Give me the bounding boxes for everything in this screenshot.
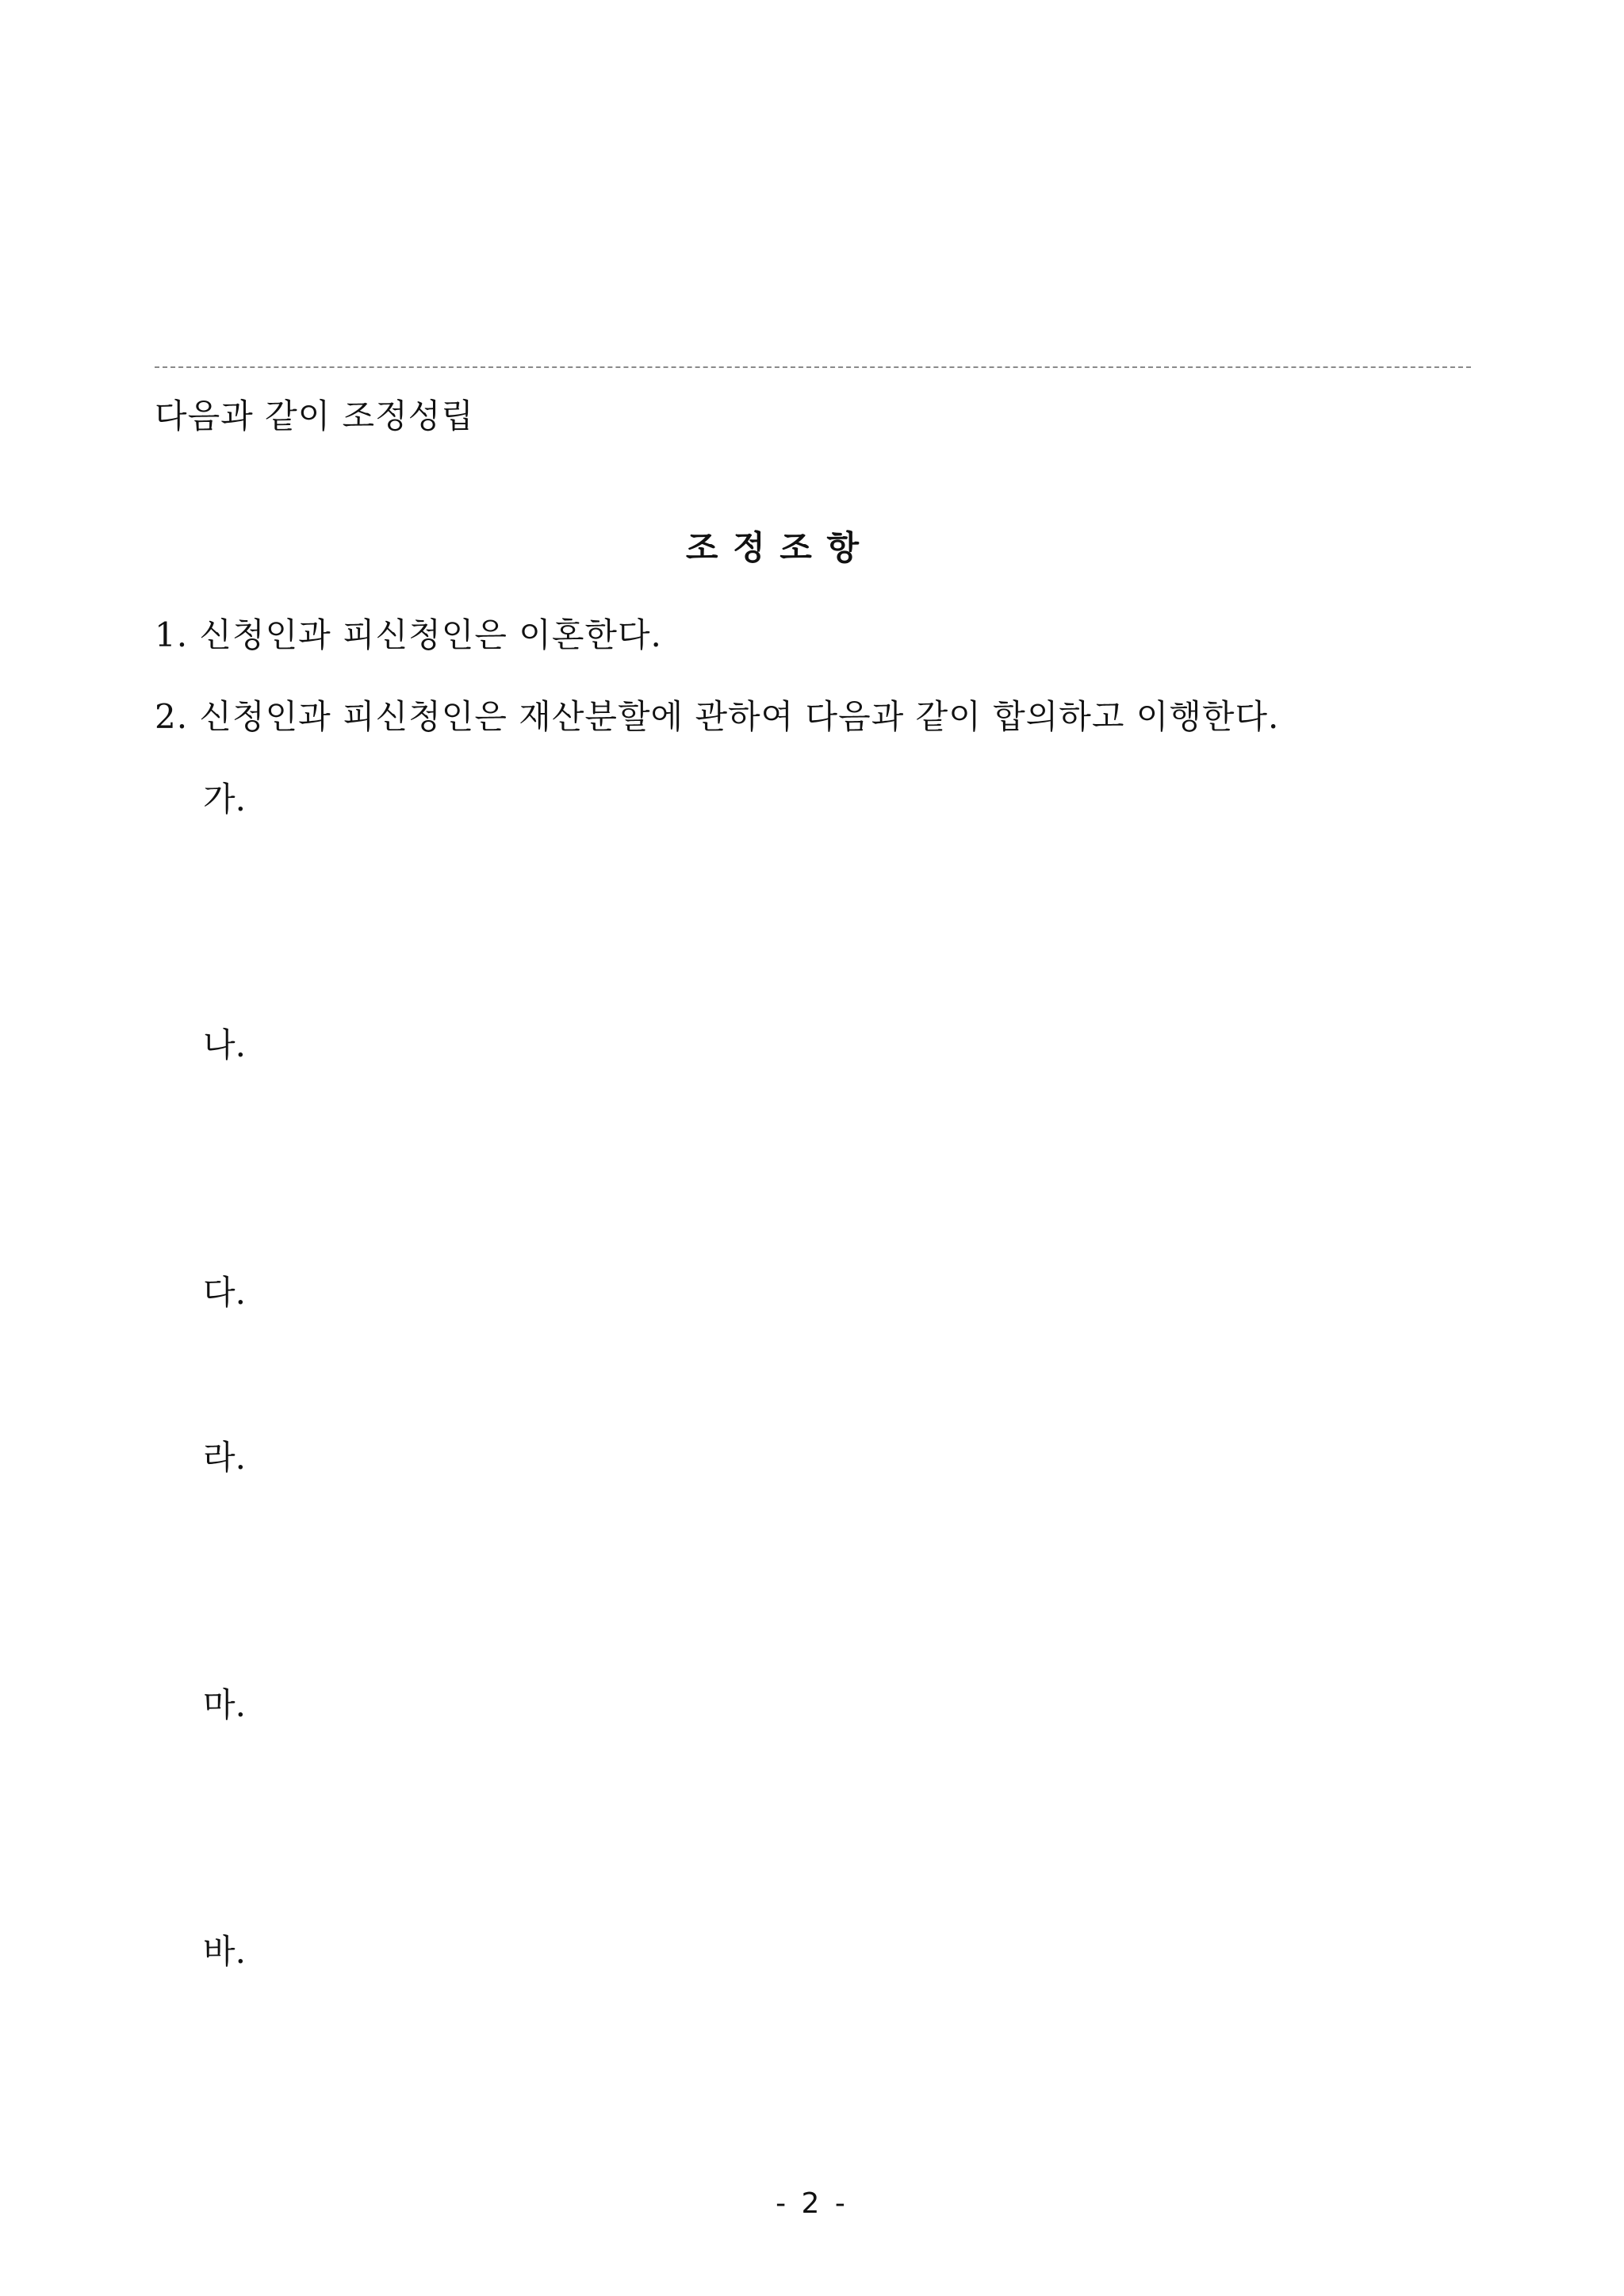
sub-item-ma: 마.: [203, 1685, 246, 1724]
dashed-divider: [155, 366, 1471, 368]
page-number: - 2 -: [776, 2187, 848, 2220]
clause-1: 1. 신청인과 피신청인은 이혼한다.: [155, 615, 662, 654]
sub-item-na: 나.: [203, 1025, 246, 1064]
sub-item-ra: 라.: [203, 1438, 246, 1477]
sub-item-ba: 바.: [203, 1932, 246, 1971]
sub-item-ga: 가.: [203, 780, 246, 818]
intro-text: 다음과 같이 조정성립: [155, 397, 474, 435]
section-title: 조 정 조 항: [685, 528, 861, 567]
clause-2: 2. 신청인과 피신청인은 재산분할에 관하여 다음과 같이 합의하고 이행한다.: [155, 697, 1280, 736]
sub-item-da: 다.: [203, 1273, 246, 1312]
